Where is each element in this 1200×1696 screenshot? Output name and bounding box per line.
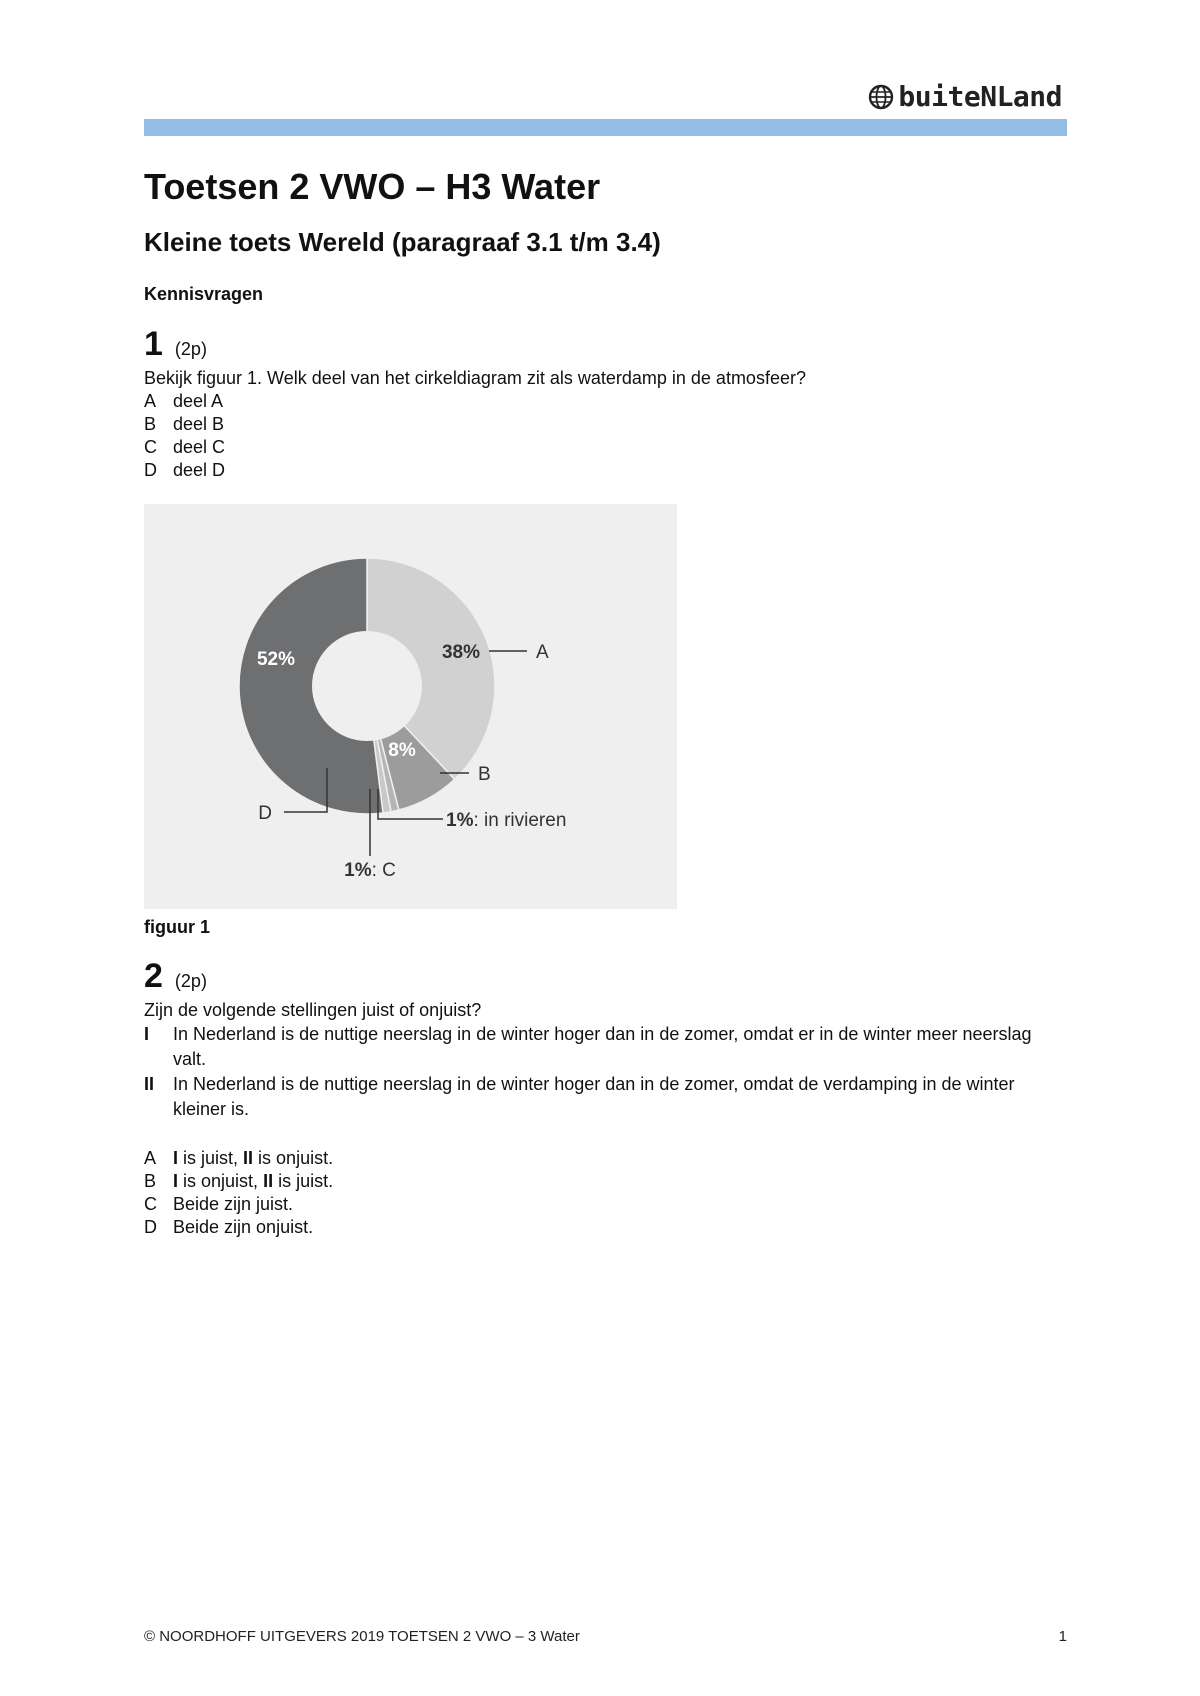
donut-chart bbox=[144, 504, 677, 909]
slice-value-label: 52% bbox=[256, 649, 296, 670]
question-header bbox=[144, 956, 1067, 996]
option-text: deel D bbox=[173, 460, 226, 480]
question-points: (2p) bbox=[174, 339, 207, 359]
donut-hole bbox=[312, 631, 422, 741]
question-points: (2p) bbox=[174, 971, 207, 991]
option-text: deel A bbox=[173, 391, 224, 411]
question-2 bbox=[144, 956, 1067, 1239]
logo-text: buiteNLand bbox=[898, 80, 1062, 113]
question-text: Bekijk figuur 1. Welk deel van het cirkeldiagram zit als waterdamp in de atmosfeer? bbox=[144, 368, 806, 388]
callout-label-rivers: 1%: in rivieren bbox=[446, 810, 567, 831]
page-number: 1 bbox=[1058, 1628, 1067, 1645]
statement bbox=[144, 1022, 1067, 1072]
option-letter: B bbox=[144, 414, 157, 434]
page-content bbox=[144, 163, 1067, 1239]
figure-caption: figuur 1 bbox=[144, 917, 210, 937]
brand-logo bbox=[868, 80, 1062, 113]
header-bar bbox=[144, 119, 1067, 136]
answer-option bbox=[144, 436, 1067, 459]
page-title: Toetsen 2 VWO – H3 Water bbox=[144, 166, 601, 207]
question-1 bbox=[144, 324, 1067, 939]
callout-label-c: 1%: C bbox=[344, 860, 396, 881]
section-heading: Kennisvragen bbox=[144, 284, 264, 304]
statement bbox=[144, 1072, 1067, 1122]
option-text: Beide zijn juist. bbox=[173, 1194, 294, 1214]
callout-label-a: A bbox=[536, 642, 549, 663]
option-text: Beide zijn onjuist. bbox=[173, 1217, 314, 1237]
question-number: 2 bbox=[144, 957, 163, 995]
callout-label-d: D bbox=[258, 803, 272, 824]
answer-option bbox=[144, 1193, 1067, 1216]
answer-option bbox=[144, 390, 1067, 413]
answer-option bbox=[144, 413, 1067, 436]
figure-donut-chart bbox=[144, 504, 677, 909]
statement-text: In Nederland is de nuttige neerslag in de winter hoger dan in de zomer, omdat de verdamping in de winter kleiner is. bbox=[173, 1074, 1015, 1119]
option-letter: D bbox=[144, 1217, 157, 1237]
answer-option bbox=[144, 1216, 1067, 1239]
option-letter: B bbox=[144, 1171, 157, 1191]
globe-icon bbox=[868, 84, 894, 110]
option-text: I is juist, II is onjuist. bbox=[173, 1148, 334, 1168]
question-text: Zijn de volgende stellingen juist of onjuist? bbox=[144, 1000, 482, 1020]
slice-value-label: 8% bbox=[388, 740, 416, 761]
statement-text: In Nederland is de nuttige neerslag in de winter hoger dan in de zomer, omdat er in de winter meer neerslag valt. bbox=[173, 1024, 1032, 1069]
callout-label-b: B bbox=[478, 764, 491, 785]
option-text: deel B bbox=[173, 414, 225, 434]
option-letter: C bbox=[144, 437, 157, 457]
statement-numeral: II bbox=[144, 1074, 155, 1094]
answer-option bbox=[144, 1147, 1067, 1170]
option-letter: A bbox=[144, 1148, 157, 1168]
question-header bbox=[144, 324, 1067, 364]
option-letter: D bbox=[144, 460, 157, 480]
page-subtitle: Kleine toets Wereld (paragraaf 3.1 t/m 3.4) bbox=[144, 227, 661, 257]
page-footer bbox=[144, 1628, 1067, 1645]
footer-copyright: © NOORDHOFF UITGEVERS 2019 TOETSEN 2 VWO – 3 Water bbox=[144, 1628, 580, 1645]
option-letter: C bbox=[144, 1194, 157, 1214]
option-letter: A bbox=[144, 391, 157, 411]
answer-option bbox=[144, 459, 1067, 482]
option-text: I is onjuist, II is juist. bbox=[173, 1171, 334, 1191]
question-number: 1 bbox=[144, 325, 163, 363]
option-text: deel C bbox=[173, 437, 226, 457]
answer-option bbox=[144, 1170, 1067, 1193]
slice-value-label: 38% bbox=[441, 642, 481, 663]
statement-numeral: I bbox=[144, 1024, 150, 1044]
